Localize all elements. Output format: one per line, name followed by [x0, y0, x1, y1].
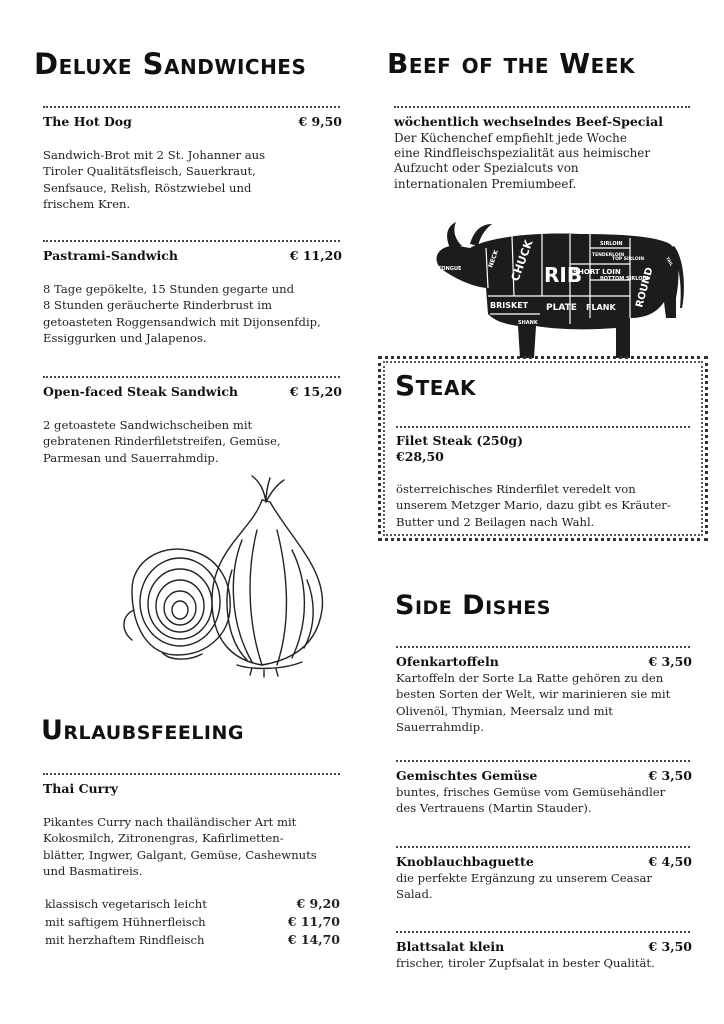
- item-price: € 3,50: [648, 939, 692, 954]
- item-name: Filet Steak (250g): [396, 433, 523, 448]
- item-name: Knoblauchbaguette: [396, 854, 534, 869]
- item-name: Thai Curry: [43, 781, 119, 796]
- cut-label: BOTTOM SIRLOIN: [600, 276, 649, 282]
- menu-item-row: [396, 654, 692, 670]
- cut-label: PLATE: [546, 303, 577, 313]
- option-row: [45, 913, 340, 931]
- cut-label: SHANK: [630, 324, 650, 330]
- beef-of-the-week-heading: Beef of the Week: [387, 47, 635, 80]
- item-price: €28,50: [396, 449, 444, 464]
- cut-label: ROUND: [634, 266, 656, 309]
- divider: [396, 760, 690, 762]
- divider: [394, 106, 690, 108]
- side-dishes-heading: Side Dishes: [395, 590, 551, 621]
- urlaubsfeeling-heading: Urlaubsfeeling: [41, 715, 244, 746]
- cut-label: SHANK: [518, 320, 538, 326]
- option-row: [45, 931, 340, 949]
- item-name: Pastrami-Sandwich: [43, 248, 178, 263]
- cut-label: CHUCK: [508, 238, 536, 284]
- cut-label: SIRLOIN: [600, 241, 623, 247]
- option-price: € 14,70: [287, 932, 340, 947]
- beef-subtitle: wöchentlich wechselndes Beef-Special: [394, 114, 664, 129]
- divider: [396, 846, 690, 848]
- menu-item-row: [396, 854, 692, 870]
- item-name: Ofenkartoffeln: [396, 654, 499, 669]
- divider: [43, 240, 340, 242]
- item-price: € 11,20: [289, 248, 342, 263]
- item-description: österreichisches Rinderfilet veredelt von unserem Metzger Mario, dazu gibt es Kräuter- Butter und 2 Beilagen nach Wahl.: [396, 482, 671, 529]
- item-description: 2 getoastete Sandwichscheiben mit gebratenen Rinderfiletstreifen, Gemüse, Parmesan und Sauerrahmdip.: [43, 418, 281, 465]
- item-name: Gemischtes Gemüse: [396, 768, 538, 783]
- item-description: Kartoffeln der Sorte La Ratte gehören zu den besten Sorten der Welt, wir marinieren sie mit Olivenöl, Thymian, Meersalz und mit Sauerrahmdip.: [396, 671, 671, 734]
- cut-label: SHORT LOIN: [573, 268, 621, 276]
- cut-label: TONGUE: [438, 266, 462, 272]
- menu-item-row: [43, 248, 342, 264]
- item-description: 8 Tage gepökelte, 15 Stunden gegarte und 8 Stunden geräucherte Rinderbrust im getoasteten Roggensandwich mit Dijonsenfdip, Essiggurken und Jalapenos.: [43, 282, 321, 345]
- item-price: € 15,20: [289, 384, 342, 399]
- option-row: [45, 895, 340, 913]
- option-price: € 9,20: [296, 896, 340, 911]
- divider: [396, 646, 690, 648]
- cut-label: NECK: [487, 249, 501, 269]
- menu-item-row: [396, 768, 692, 784]
- divider: [43, 106, 340, 108]
- onion-illustration: [92, 470, 352, 680]
- cut-label: BRISKET: [490, 301, 529, 310]
- divider: [43, 376, 340, 378]
- item-price: € 3,50: [648, 768, 692, 783]
- option-label: mit herzhaftem Rindfleisch: [45, 933, 205, 947]
- option-label: mit saftigem Hühnerfleisch: [45, 915, 206, 929]
- option-label: klassisch vegetarisch leicht: [45, 897, 207, 911]
- item-description: Pikantes Curry nach thailändischer Art mit Kokosmilch, Zitronengras, Kafirlimetten- blätter, Ingwer, Galgant, Gemüse, Cashewnuts und Basmatireis.: [43, 815, 317, 878]
- item-price: € 3,50: [648, 654, 692, 669]
- item-price: € 4,50: [648, 854, 692, 869]
- item-description: die perfekte Ergänzung zu unserem Ceasar Salad.: [396, 871, 652, 902]
- menu-item-row: [396, 939, 692, 955]
- item-price: € 9,50: [298, 114, 342, 129]
- divider: [396, 426, 690, 428]
- cut-label: RIB: [544, 263, 583, 287]
- item-description: buntes, frisches Gemüse vom Gemüsehändler des Vertrauens (Martin Stauder).: [396, 785, 666, 816]
- item-description: frischer, tiroler Zupfsalat in bester Qualität.: [396, 956, 655, 970]
- deluxe-sandwiches-heading: Deluxe Sandwiches: [34, 47, 307, 81]
- menu-item-row: [43, 114, 342, 130]
- item-name: The Hot Dog: [43, 114, 132, 129]
- cut-label: TAIL: [665, 256, 675, 267]
- cut-label: FLANK: [586, 303, 616, 312]
- item-name: Blattsalat klein: [396, 939, 505, 954]
- cut-label: TENDERLOIN: [592, 253, 625, 258]
- beef-cuts-illustration: [430, 218, 686, 368]
- option-price: € 11,70: [287, 914, 340, 929]
- menu-item-row: [43, 384, 342, 400]
- steak-heading: Steak: [395, 369, 476, 402]
- cut-label: TOP SIRLOIN: [612, 257, 645, 262]
- item-description: Sandwich-Brot mit 2 St. Johanner aus Tiroler Qualitätsfleisch, Sauerkraut, Senfsauce, Relish, Röstzwiebel und frischem Kren.: [43, 148, 266, 211]
- divider: [396, 931, 690, 933]
- beef-description: Der Küchenchef empfiehlt jede Woche eine Rindfleischspezialität aus heimischer Aufzucht oder Spezialcuts von internationalen Premiumbeef.: [394, 131, 651, 191]
- divider: [43, 773, 340, 775]
- item-name: Open-faced Steak Sandwich: [43, 384, 239, 399]
